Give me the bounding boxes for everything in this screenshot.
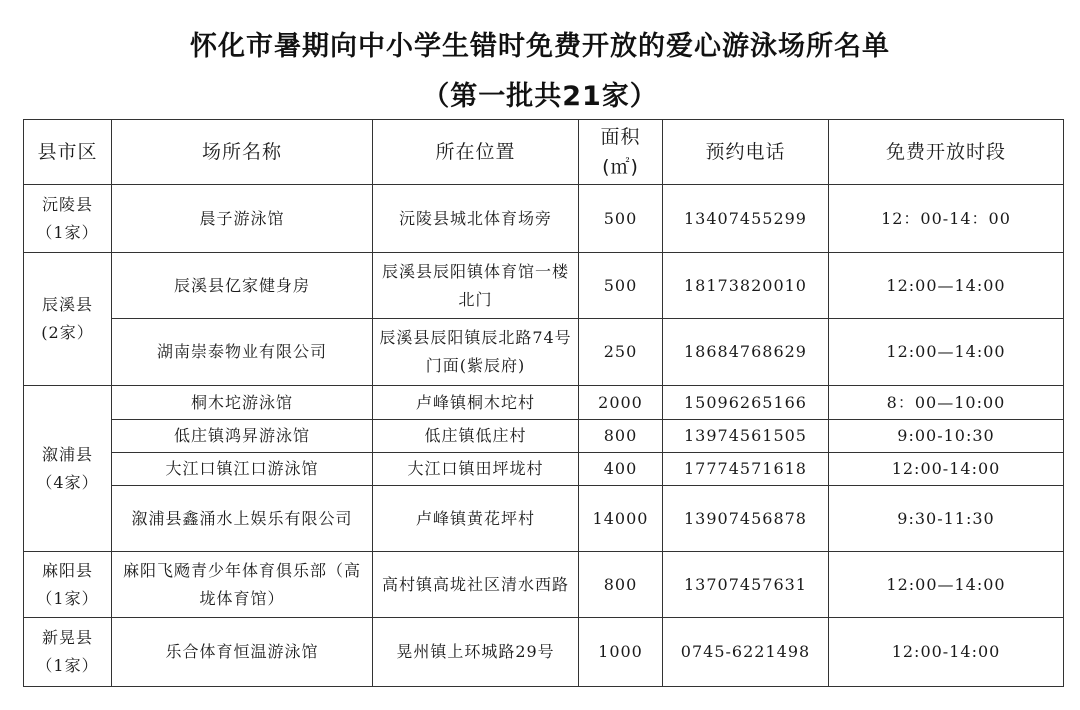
- county-cell: [24, 386, 112, 552]
- table-row: [24, 253, 1064, 319]
- location-cell: 辰溪县辰阳镇体育馆一楼北门: [373, 253, 579, 319]
- venue-cell: 大江口镇江口游泳馆: [112, 453, 373, 486]
- header-location: 所在位置: [373, 120, 579, 185]
- area-cell: 1000: [579, 618, 663, 687]
- header-area: [579, 120, 663, 185]
- location-cell: 大江口镇田坪垅村: [373, 453, 579, 486]
- header-area-line1: 面积: [600, 126, 641, 148]
- hours-cell: 8：00—10:00: [829, 386, 1064, 420]
- table-row: [24, 420, 1064, 453]
- phone-cell: 15096265166: [663, 386, 829, 420]
- page-title: 怀化市暑期向中小学生错时免费开放的爱心游泳场所名单: [190, 31, 890, 62]
- area-cell: 14000: [579, 486, 663, 552]
- area-cell: 250: [579, 319, 663, 386]
- phone-cell: 13974561505: [663, 420, 829, 453]
- header-hours: 免费开放时段: [829, 120, 1064, 185]
- area-cell: 500: [579, 253, 663, 319]
- table-row: [24, 552, 1064, 618]
- header-row: [24, 120, 1064, 185]
- phone-cell: 18173820010: [663, 253, 829, 319]
- venue-cell: 麻阳飞飏青少年体育俱乐部（高垅体育馆）: [112, 552, 373, 618]
- venue-cell: 湖南崇泰物业有限公司: [112, 319, 373, 386]
- hours-cell: 12:00—14:00: [829, 319, 1064, 386]
- county-cell: [24, 185, 112, 253]
- county-cell: [24, 618, 112, 687]
- area-cell: 400: [579, 453, 663, 486]
- header-area-line2: (㎡): [602, 156, 639, 178]
- phone-cell: 13407455299: [663, 185, 829, 253]
- venue-cell: 辰溪县亿家健身房: [112, 253, 373, 319]
- location-cell: 卢峰镇桐木坨村: [373, 386, 579, 420]
- county-name: 辰溪县: [41, 295, 93, 314]
- county-name: 新晃县: [41, 628, 93, 647]
- county-cell: [24, 253, 112, 386]
- location-cell: 晃州镇上环城路29号: [373, 618, 579, 687]
- phone-cell: 13707457631: [663, 552, 829, 618]
- location-cell: 沅陵县城北体育场旁: [373, 185, 579, 253]
- location-cell: 辰溪县辰阳镇辰北路74号门面(紫辰府): [373, 319, 579, 386]
- county-count: （1家）: [36, 656, 99, 675]
- hours-cell: 12：00-14：00: [829, 185, 1064, 253]
- venue-cell: 乐合体育恒温游泳馆: [112, 618, 373, 687]
- hours-cell: 12:00—14:00: [829, 552, 1064, 618]
- location-cell: 低庄镇低庄村: [373, 420, 579, 453]
- phone-cell: 0745-6221498: [663, 618, 829, 687]
- location-cell: 高村镇高垅社区清水西路: [373, 552, 579, 618]
- table-row: [24, 319, 1064, 386]
- hours-cell: 9:00-10:30: [829, 420, 1064, 453]
- county-count: （1家）: [36, 222, 99, 242]
- phone-cell: 17774571618: [663, 453, 829, 486]
- page-subtitle: （第一批共21家）: [422, 81, 658, 112]
- area-cell: 800: [579, 552, 663, 618]
- table-row: [24, 618, 1064, 687]
- area-cell: 2000: [579, 386, 663, 420]
- phone-cell: 18684768629: [663, 319, 829, 386]
- county-name: 溆浦县: [41, 444, 93, 464]
- venue-cell: 低庄镇鸿昇游泳馆: [112, 420, 373, 453]
- table-row: [24, 185, 1064, 253]
- venue-table: [23, 119, 1064, 687]
- area-cell: 500: [579, 185, 663, 253]
- venue-cell: 晨子游泳馆: [112, 185, 373, 253]
- county-count: (2家）: [41, 323, 94, 342]
- county-cell: [24, 552, 112, 618]
- table-row: [24, 386, 1064, 420]
- hours-cell: 12:00-14:00: [829, 453, 1064, 486]
- county-name: 沅陵县: [41, 194, 93, 214]
- table-row: [24, 486, 1064, 552]
- header-venue: 场所名称: [112, 120, 373, 185]
- hours-cell: 12:00-14:00: [829, 618, 1064, 687]
- hours-cell: 12:00—14:00: [829, 253, 1064, 319]
- venue-cell: 溆浦县鑫涌水上娱乐有限公司: [112, 486, 373, 552]
- header-county: 县市区: [24, 120, 112, 185]
- header-phone: 预约电话: [663, 120, 829, 185]
- area-cell: 800: [579, 420, 663, 453]
- phone-cell: 13907456878: [663, 486, 829, 552]
- county-name: 麻阳县: [41, 560, 93, 580]
- location-cell: 卢峰镇黄花坪村: [373, 486, 579, 552]
- county-count: （1家）: [36, 588, 99, 608]
- county-count: （4家）: [36, 472, 99, 492]
- table-row: [24, 453, 1064, 486]
- venue-cell: 桐木坨游泳馆: [112, 386, 373, 420]
- hours-cell: 9:30-11:30: [829, 486, 1064, 552]
